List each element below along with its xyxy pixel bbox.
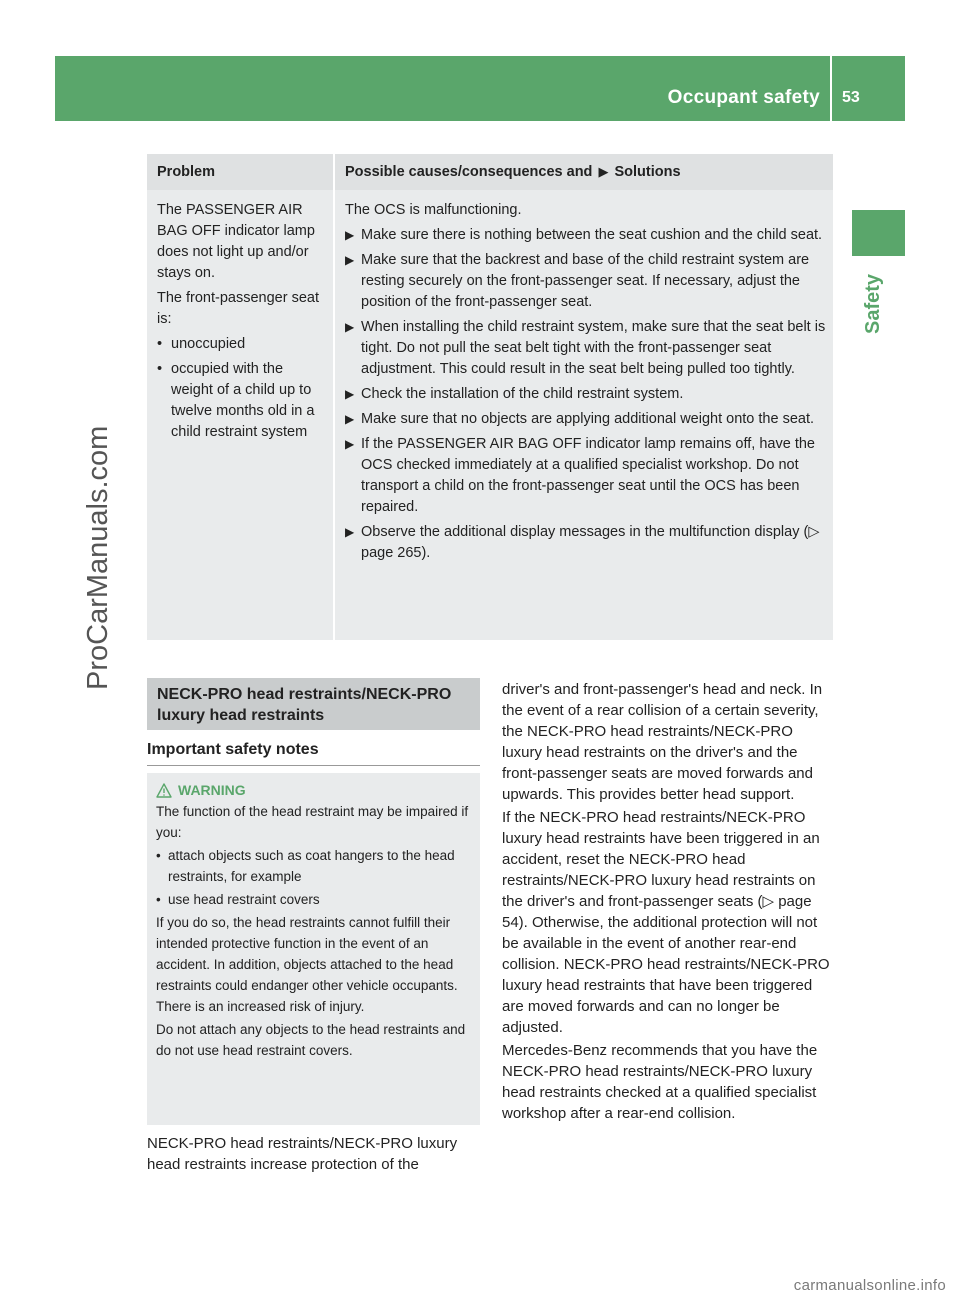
problem-seat-text: The front-passenger seat is: <box>157 290 320 327</box>
warning-label: WARNING <box>178 782 246 798</box>
solutions-cell <box>345 200 829 564</box>
list-item-text: unoccupied <box>171 336 246 352</box>
table-header <box>147 154 833 190</box>
step-text: Observe the additional display messages in the multifunction display (▷ page 265). <box>361 524 820 561</box>
list-item <box>157 359 325 443</box>
warning-triangle-icon <box>156 783 172 798</box>
step-arrow-icon: ▶ <box>345 228 355 242</box>
solution-step <box>345 409 829 430</box>
warning-intro: The function of the head restraint may be impaired if you: <box>156 804 469 840</box>
problem-solution-table <box>147 154 833 640</box>
solution-step <box>345 317 829 380</box>
step-text: Check the installation of the child restraint system. <box>361 386 684 402</box>
body-paragraph-text: Mercedes-Benz recommends that you have the NECK-PRO head restraints/NECK-PRO luxury head restraints checked at a qualified specialist workshop after a rear-end collision. <box>502 1042 818 1122</box>
list-item <box>156 889 472 910</box>
bullet-icon: • <box>157 336 163 352</box>
step-text: Make sure that the backrest and base of the child restraint system are resting securely on the front-passenger seat. If necessary, adjust the position of the front-passenger seat. <box>361 252 810 310</box>
solution-arrow-icon: ▶ <box>598 164 609 179</box>
step-arrow-icon: ▶ <box>345 412 355 426</box>
solution-step <box>345 225 829 246</box>
page-number: 53 <box>842 89 860 106</box>
page-title: Occupant safety <box>667 87 820 108</box>
col-header-solutions-post: Solutions <box>614 164 681 180</box>
list-item-text: attach objects such as coat hangers to the head restraints, for example <box>168 848 455 884</box>
list-item <box>157 334 325 355</box>
step-arrow-icon: ▶ <box>345 320 355 334</box>
bullet-icon: • <box>156 892 161 907</box>
list-item-text: occupied with the weight of a child up to twelve months old in a child restraint system <box>171 361 315 440</box>
footer-watermark: carmanualsonline.info <box>793 1277 946 1294</box>
solution-step <box>345 384 829 405</box>
side-tab-marker <box>852 210 905 256</box>
warning-paragraph: If you do so, the head restraints cannot fulfill their intended protective function in the event of an accident. In addition, objects attached to the head restraints could endanger other vehicle occupants. There is an increased risk of injury. <box>156 915 458 1014</box>
cause-text: The OCS is malfunctioning. <box>345 202 522 218</box>
subheading-rule <box>147 765 480 766</box>
body-column-right <box>502 679 836 1126</box>
header-divider <box>830 56 832 121</box>
warning-box <box>147 773 480 1125</box>
step-text: Make sure there is nothing between the seat cushion and the child seat. <box>361 227 823 243</box>
step-arrow-icon: ▶ <box>345 253 355 267</box>
solution-step <box>345 434 829 518</box>
problem-cell <box>147 190 333 640</box>
solution-step <box>345 250 829 313</box>
body-paragraph-text: NECK-PRO head restraints/NECK-PRO luxury head restraints increase protection of the <box>147 1135 458 1173</box>
subheading: Important safety notes <box>147 741 319 758</box>
column-divider <box>333 190 335 640</box>
list-item-text: use head restraint covers <box>168 892 320 907</box>
table-row <box>147 190 833 640</box>
body-paragraph-text: driver's and front-passenger's head and neck. In the event of a rear collision of a certain severity, the NECK-PRO head restraints/NECK-PRO luxury head restraints on the driver's and the front-passenger seats are moved forwards and upwards. This provides better head support. <box>502 681 823 803</box>
step-text: Make sure that no objects are applying additional weight onto the seat. <box>361 411 815 427</box>
side-tab-label: Safety <box>862 273 884 334</box>
body-paragraph-text: If the NECK-PRO head restraints/NECK-PRO luxury head restraints have been triggered in an accident, reset the NECK-PRO head restraints/NECK-PRO luxury head restraints on the driver's and front-passenger seats (▷ page 54). Otherwise, the additional protection will not be available in the event of another rear-end collision. NECK-PRO head restraints/NECK-PRO luxury head restraints that have been triggered are moved forwards and can no longer be adjusted. <box>502 809 830 1036</box>
section-heading: NECK-PRO head restraints/NECK-PRO luxury head restraints <box>147 678 480 730</box>
watermark: ProCarManuals.com <box>82 425 114 690</box>
problem-text: The PASSENGER AIR BAG OFF indicator lamp does not light up and/or stays on. <box>157 202 315 281</box>
step-arrow-icon: ▶ <box>345 525 355 539</box>
step-arrow-icon: ▶ <box>345 387 355 401</box>
col-header-solutions-pre: Possible causes/consequences and <box>345 164 593 180</box>
column-divider <box>333 154 335 190</box>
bullet-icon: • <box>157 361 163 377</box>
col-header-problem: Problem <box>157 164 216 180</box>
list-item <box>156 845 472 887</box>
warning-header <box>156 780 472 801</box>
col-header-solutions <box>345 164 681 180</box>
solution-step <box>345 522 829 564</box>
warning-paragraph: Do not attach any objects to the head restraints and do not use head restraint covers. <box>156 1022 466 1058</box>
step-text: If the PASSENGER AIR BAG OFF indicator lamp remains off, have the OCS checked immediately at a qualified specialist workshop. Do not transport a child on the front-passenger seat until the OCS has been repaired. <box>361 436 815 515</box>
step-text: When installing the child restraint system, make sure that the seat belt is tight. Do not pull the seat belt tight with the front-passenger seat adjustment. This could result in the seat belt being pulled too tightly. <box>361 319 826 377</box>
bullet-icon: • <box>156 848 161 863</box>
step-arrow-icon: ▶ <box>345 437 355 451</box>
body-paragraph <box>147 1133 483 1177</box>
